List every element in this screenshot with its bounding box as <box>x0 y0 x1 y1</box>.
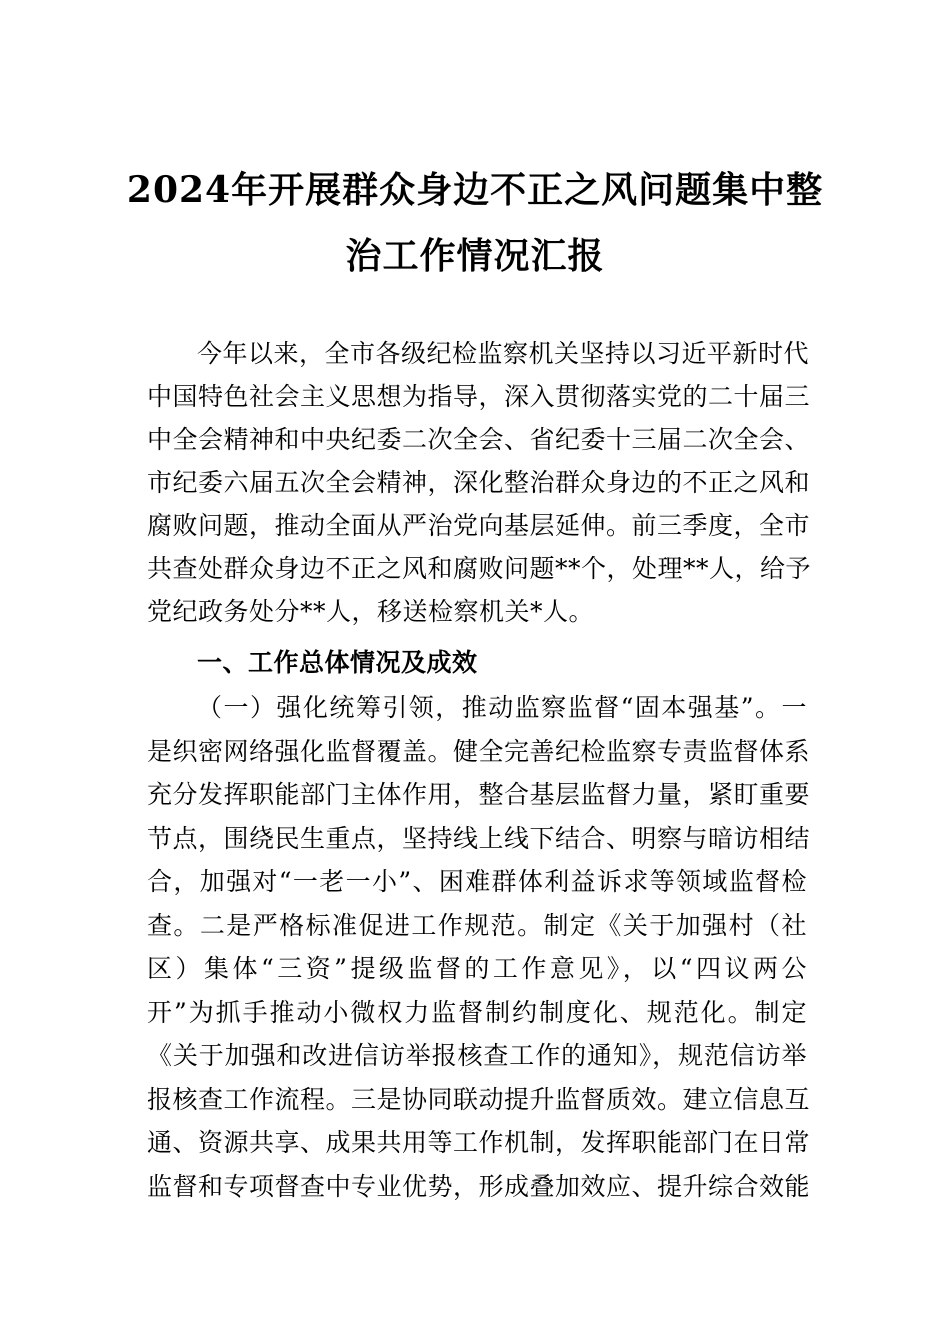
body-line: 监督和专项督查中专业优势，形成叠加效应、提升综合效能 <box>147 1172 811 1201</box>
intro-line: 腐败问题，推动全面从严治党向基层延伸。前三季度，全市 <box>147 511 811 540</box>
intro-line: 共查处群众身边不正之风和腐败问题**个，处理**人，给予 <box>147 554 812 583</box>
body-line: 报核查工作流程。三是协同联动提升监督质效。建立信息互 <box>147 1085 811 1114</box>
body-line: 通、资源共享、成果共用等工作机制，发挥职能部门在日常 <box>147 1128 811 1157</box>
intro-line: 党纪政务处分**人，移送检察机关*人。 <box>147 597 595 626</box>
body-line: 充分发挥职能部门主体作用，整合基层监督力量，紧盯重要 <box>147 780 811 809</box>
intro-line: 中国特色社会主义思想为指导，深入贯彻落实党的二十届三 <box>147 382 811 411</box>
intro-line: 今年以来，全市各级纪检监察机关坚持以习近平新时代 <box>197 339 810 368</box>
body-line: （一）强化统筹引领，推动监察监督“固本强基”。一 <box>197 693 807 722</box>
body-line: 合，加强对“一老一小”、困难群体利益诉求等领域监督检 <box>147 867 807 896</box>
body-line: 区）集体“三资”提级监督的工作意见》，以“四议两公 <box>147 954 807 983</box>
body-line: 查。二是严格标准促进工作规范。制定《关于加强村（社 <box>147 911 807 940</box>
body-line: 《关于加强和改进信访举报核查工作的通知》，规范信访举 <box>147 1041 807 1070</box>
body-line: 是织密网络强化监督覆盖。健全完善纪检监察专责监督体系 <box>147 737 811 766</box>
document-title-line-1: 2024年开展群众身边不正之风问题集中整 <box>126 169 824 211</box>
intro-line: 市纪委六届五次全会精神，深化整治群众身边的不正之风和 <box>147 468 811 497</box>
body-line: 节点，围绕民生重点，坚持线上线下结合、明察与暗访相结 <box>147 824 811 853</box>
intro-line: 中全会精神和中央纪委二次全会、省纪委十三届二次全会、 <box>147 425 811 454</box>
document-title-line-2: 治工作情况汇报 <box>345 235 605 277</box>
section-heading: 一、工作总体情况及成效 <box>197 648 478 677</box>
body-line: 开”为抓手推动小微权力监督制约制度化、规范化。制定 <box>147 998 807 1027</box>
